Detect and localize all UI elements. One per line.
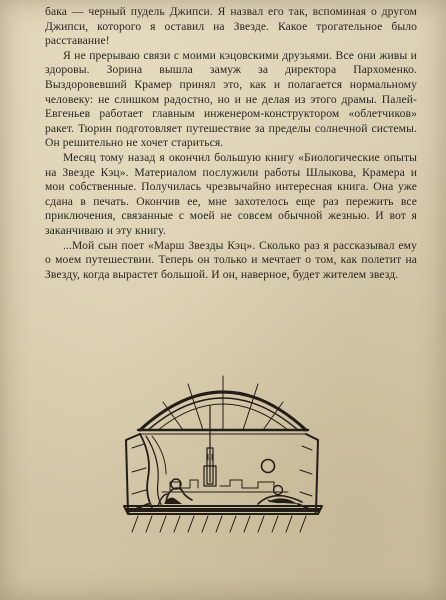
paragraph-3: Месяц тому назад я окончил большую книгу «Биологические опыты на Звезде Кэц». Материалом послужили работы Шлыкова, Крамера и мои собственные. Получилась чрезвычайно интересная книга. Она уже сдана в печать. Окончив ее, мне захотелось еще раз пережить все приключения, связанные с моей не совсем обычной жезнью. И вот я заканчиваю и эту книгу.	[45, 150, 417, 237]
paragraph-1: бака — черный пудель Джипси. Я назвал его так, вспоминая о другом Джипси, которого я оставил на Звезде. Какое трогательное было расставание!	[45, 5, 417, 48]
paragraph-2: Я не прерываю связи с моими кэцовскими друзьями. Все они живы и здоровы. Зорина вышла замуж за директора Пархоменко. Выздоровевший Крамер принял это, как и полагается нормальному человеку: не слишком радостно, но и не делая из этого драмы. Палей-Евгеньев работает главным инженером-конструктором «облетчиков» ракет. Тюрин подготовляет путешествие за пределы солнечной системы. Он решительно не хочет стариться.	[45, 48, 417, 150]
window-view-illustration	[118, 362, 328, 538]
paragraph-4: ...Мой сын поет «Марш Звезды Кэц». Сколько раз я рассказывал ему о моем путешествии. Теперь он только и мечтает о том, как полетит на Звезду, когда вырастет большой. И он, наверное, будет жителем звезд.	[45, 238, 417, 281]
page-body-text	[45, 5, 417, 282]
